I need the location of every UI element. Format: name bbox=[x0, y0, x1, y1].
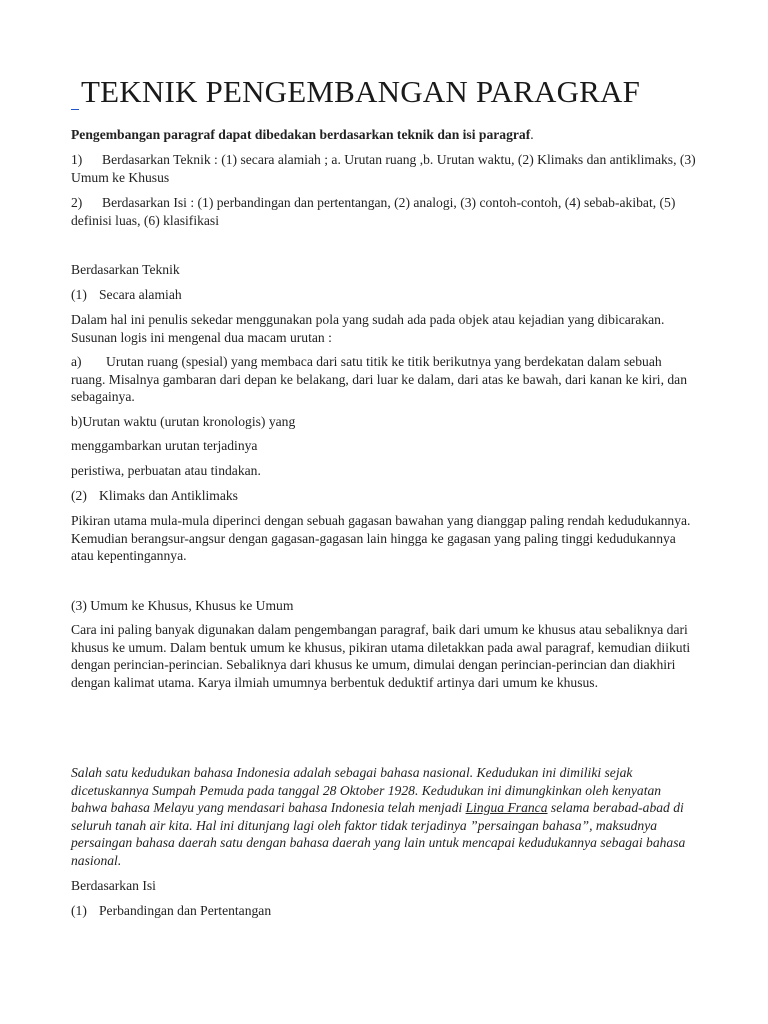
list-text: Berdasarkan Isi : (1) perbandingan dan pertentangan, (2) analogi, (3) contoh-contoh, (4) sebab-akibat, (5) definisi luas, (6) klasifikasi bbox=[71, 195, 676, 228]
paragraph-klimaks: Pikiran utama mula-mula diperinci dengan sebuah gagasan bawahan yang dianggap paling rendah kedudukannya. Kemudian berangsur-angsur dengan gagasan-gagasan lain hingga ke gagasan yang paling tinggi kedudukannya atau kepentingannya. bbox=[71, 513, 691, 563]
subheading-text: Klimaks dan Antiklimaks bbox=[99, 488, 238, 503]
subheading-perbandingan bbox=[71, 902, 696, 920]
paragraph-umum-khusus: Cara ini paling banyak digunakan dalam pengembangan paragraf, baik dari umum ke khusus atau sebaliknya dari khusus ke umum. Dalam bentuk umum ke khusus, pikiran utama diletakkan pada awal paragraf, kemudian diikuti dengan perincian-perincian. Sebaliknya dari khusus ke umum, dimulai dengan perincian-perincian dan diakhiri dengan kalimat utama. Karya ilmiah umumnya berbentuk deduktif artinya dari umum ke khusus. bbox=[71, 622, 691, 690]
subheading-secara-alamiah bbox=[71, 286, 696, 304]
intro-period: . bbox=[530, 127, 534, 142]
italic-paragraph bbox=[71, 764, 696, 869]
list-item-b-line3: peristiwa, perbuatan atau tindakan. bbox=[71, 463, 261, 478]
list-number: 2) bbox=[71, 195, 83, 210]
list-item-1 bbox=[71, 151, 696, 186]
list-text: Berdasarkan Teknik : (1) secara alamiah ; a. Urutan ruang ,b. Urutan waktu, (2) Klimaks dan antiklimaks, (3) Umum ke Khusus bbox=[71, 152, 696, 185]
paragraph-alamiah: Dalam hal ini penulis sekedar menggunakan pola yang sudah ada pada objek atau kejadian yang dibicarakan. Susunan logis ini mengenal dua macam urutan : bbox=[71, 312, 665, 345]
page-title bbox=[71, 74, 640, 110]
subheading-text: Perbandingan dan Pertentangan bbox=[99, 903, 272, 918]
anchor-mark bbox=[71, 79, 79, 110]
list-item-a bbox=[71, 353, 696, 406]
list-item-b-line1: b)Urutan waktu (urutan kronologis) yang bbox=[71, 414, 296, 429]
italic-text-part2: selama berabad-abad di seluruh tanah air kita. Hal ini ditunjang lagi oleh faktor tidak terjadinya ”persaingan bahasa”, maksudnya persaingan bahasa daerah satu dengan bahasa daerah yang lain untuk mencapai kedudukannya sebagai bahasa nasional. bbox=[71, 800, 686, 868]
intro-text: Pengembangan paragraf dapat dibedakan berdasarkan teknik dan isi paragraf bbox=[71, 127, 531, 142]
italic-text-part1: Salah satu kedudukan bahasa Indonesia adalah sebagai bahasa nasional. Kedudukan ini dimiliki sejak dicetuskannya Sumpah Pemuda pada tanggal 28 Oktober 1928. Kedudukan ini dimungkinkan oleh kenyatan bahwa bahasa Melayu yang mendasari bahasa Indonesia telah menjadi bbox=[71, 765, 662, 815]
subheading-text: Secara alamiah bbox=[99, 287, 182, 302]
list-letter: a) bbox=[71, 354, 82, 369]
list-item-2 bbox=[71, 194, 696, 229]
subheading-number: (1) bbox=[71, 287, 87, 302]
subheading-number: (1) bbox=[71, 903, 87, 918]
lingua-franca-link[interactable]: Lingua Franca bbox=[465, 800, 548, 815]
list-number: 1) bbox=[71, 152, 83, 167]
list-item-b-line2: menggambarkan urutan terjadinya bbox=[71, 438, 258, 453]
subheading-number: (2) bbox=[71, 488, 87, 503]
intro-paragraph bbox=[71, 126, 696, 144]
list-text: Urutan ruang (spesial) yang membaca dari satu titik ke titik berikutnya yang berdekatan dalam sebuah ruang. Misalnya gambaran dari depan ke belakang, dari luar ke dalam, dari atas ke bawah, dari kanan ke kiri, dan sebagainya. bbox=[71, 354, 687, 404]
subheading-klimaks bbox=[71, 487, 696, 505]
title-text: TEKNIK PENGEMBANGAN PARAGRAF bbox=[81, 74, 641, 109]
heading-teknik: Berdasarkan Teknik bbox=[71, 262, 180, 277]
heading-isi: Berdasarkan Isi bbox=[71, 878, 156, 893]
subheading-umum-khusus: (3) Umum ke Khusus, Khusus ke Umum bbox=[71, 598, 294, 613]
